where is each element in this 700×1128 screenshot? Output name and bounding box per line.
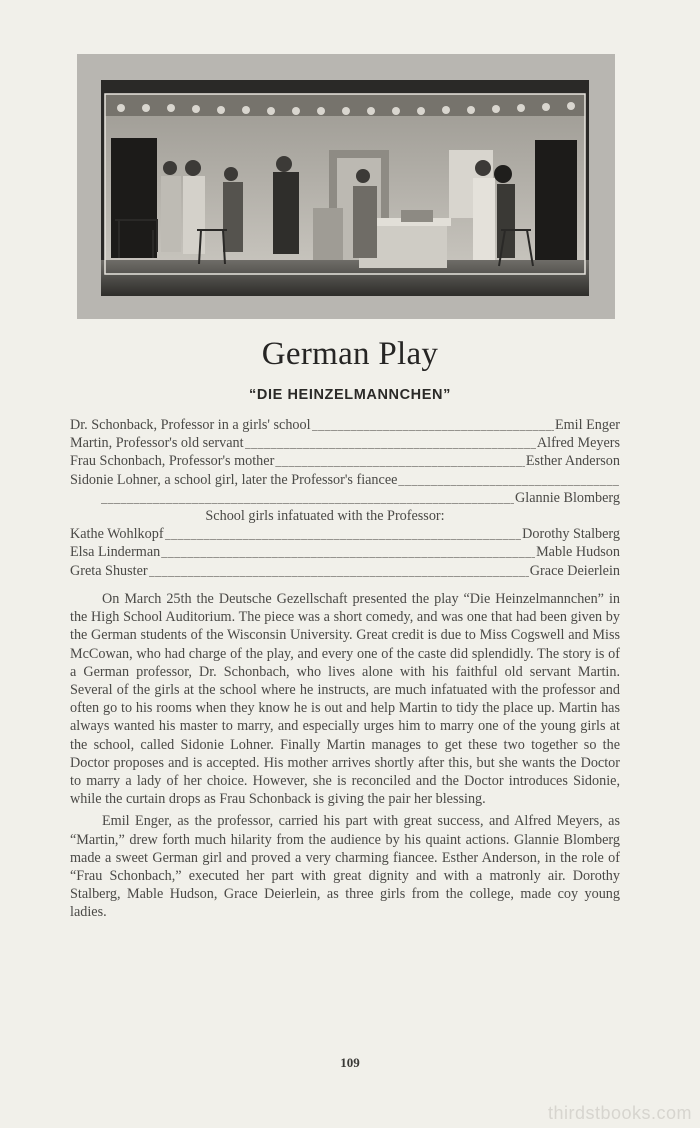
cast-row [70, 490, 620, 508]
photo-frame [77, 54, 615, 319]
cast-role: Frau Schonbach, Professor's mother [70, 453, 275, 470]
cast-row [70, 417, 620, 435]
cast-actor: Esther Anderson [525, 453, 620, 470]
leader-dots [398, 473, 619, 488]
cast-role: Kathe Wohlkopf [70, 526, 164, 543]
cast-row [70, 563, 620, 581]
cast-actor: Emil Enger [554, 417, 620, 433]
cast-row [70, 453, 620, 471]
leader-dots [101, 491, 514, 506]
cast-role: Dr. Schonback, Professor in a girls' school [70, 417, 311, 433]
cast-group-heading-text: School girls infatuated with the Professor: [205, 507, 445, 524]
leader-dots [149, 564, 529, 579]
cast-row [70, 544, 620, 562]
leader-dots [312, 418, 554, 433]
cast-row [70, 435, 620, 453]
play-subtitle: “DIE HEINZELMANNCHEN” [249, 387, 451, 403]
watermark: thirdstbooks.com [547, 1103, 692, 1123]
cast-role: Martin, Professor's old servant [70, 435, 244, 452]
article-body [70, 590, 620, 926]
cast-row [70, 472, 620, 490]
stage-photo-image [101, 80, 589, 296]
cast-role: Sidonie Lohner, a school girl, later the Professor's fiancee [70, 471, 398, 488]
leader-dots [161, 545, 535, 560]
cast-actor: Dorothy Stalberg [522, 526, 620, 543]
cast-role: Greta Shuster [70, 562, 148, 579]
cast-list [70, 417, 620, 581]
cast-group-heading [70, 508, 620, 526]
page-number: 109 [340, 1055, 360, 1070]
cast-actor: Grace Deierlein [529, 562, 620, 579]
cast-row [70, 526, 620, 544]
paragraph: Emil Enger, as the professor, carried his part with great success, and Alfred Meyers, as “Martin,” drew forth much hilarity from the audience by his quaint actions. Glannie Blomberg made a sweet German girl and proved a very charming fiancee. Esther Anderson, in the role of “Frau Schonbach,” executed her part with great dignity and with a matronly air. Dorothy Stalberg, Mable Hudson, Grace Deierlein, as three girls from the college, made coy young ladies. [70, 813, 620, 921]
paragraph: On March 25th the Deutsche Gezellschaft presented the play “Die Heinzelmannchen” in the High School Auditorium. The piece was a short comedy, and was one that had been given by the German students of the Wisconsin University. Great credit is due to Miss Cogswell and Miss McCowan, who had charge of the play, and every one of the caste did splendidly. The story is of a German professor, Dr. Schonbach, who lives alone with his faithful old servant Martin. Several of the girls at the school where he instructs, are much infatuated with the professor and often go to his rooms when they know he is out and help Martin to tidy the place up. Martin has always wanted his master to marry, and especially urges him to marry one of the young girls at the school, called Sidonie Lohner. Finally Martin manages to get these two together so the Doctor proposes and is accepted. His mother arrives shortly after this, but she wants the Doctor to marry a lady of her choice. However, she is reconciled and the Doctor introduces Sidonie, while the curtain drops as Frau Schonback is giving the pair her blessing. [70, 591, 620, 808]
leader-dots [165, 527, 522, 542]
leader-dots [275, 454, 525, 469]
page-title: German Play [261, 336, 439, 372]
stage-photo [101, 80, 589, 296]
cast-actor: Alfred Meyers [536, 435, 620, 452]
cast-role: Elsa Linderman [70, 544, 161, 561]
cast-actor: Glannie Blomberg [515, 489, 620, 506]
leader-dots [245, 436, 536, 451]
cast-actor: Mable Hudson [536, 544, 620, 561]
